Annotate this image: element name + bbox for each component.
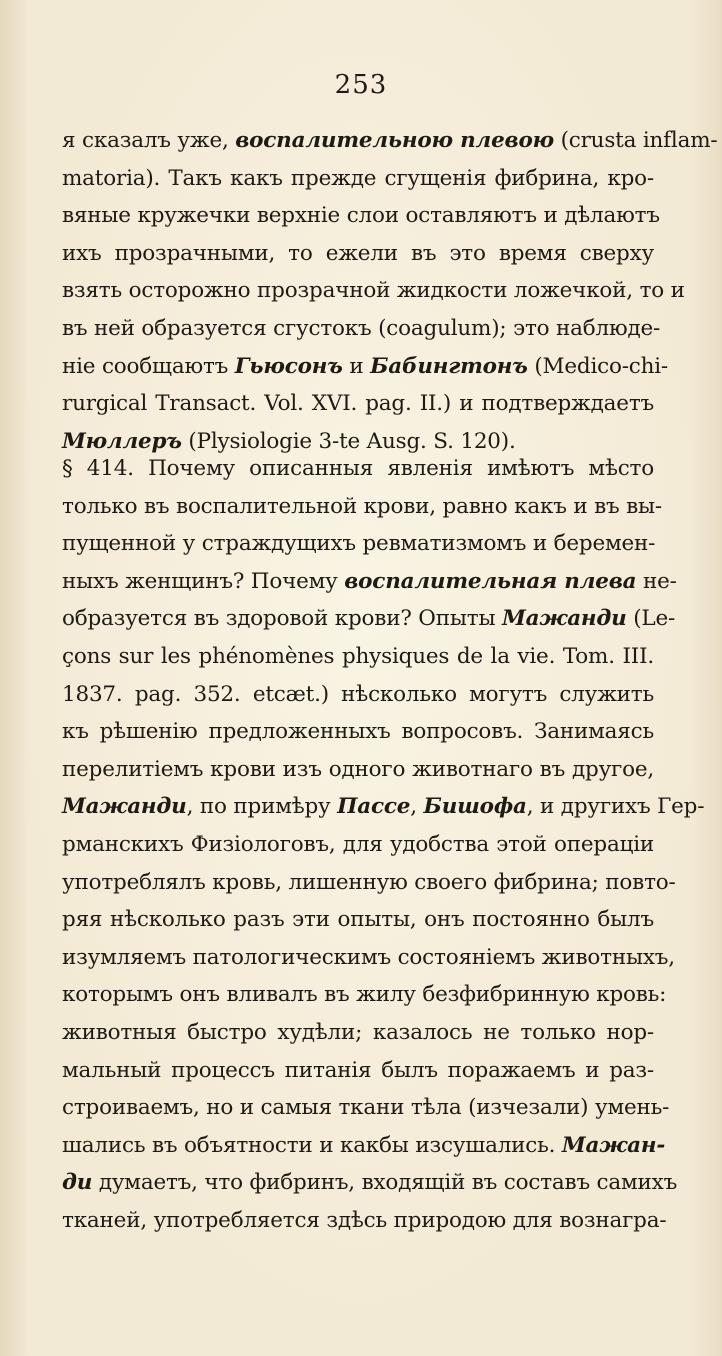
text-run: ніе сообщаютъ: [62, 353, 235, 379]
page-number: 253: [334, 70, 388, 100]
text-run: изумляемъ патологическимъ состояніемъ животныхъ,: [62, 944, 675, 970]
text-run: (crusta inflam-: [553, 128, 718, 153]
text-line: [62, 122, 718, 160]
text-line: [62, 1089, 670, 1127]
text-line: [62, 450, 654, 488]
text-run: взять осторожно прозрачной жидкости ложечкой, то и: [62, 278, 685, 304]
text-run: пущенной у страждущихъ ревматизмомъ и беремен-: [62, 531, 656, 557]
italic-run: воспалительная плева: [344, 568, 637, 594]
text-line: [62, 160, 654, 198]
text-run: къ рѣшенію предложенныхъ вопросовъ. Занимаясь: [62, 719, 654, 745]
text-line: [62, 901, 654, 939]
text-run: перелитіемъ крови изъ одного животнаго въ другое,: [62, 756, 654, 782]
text-run: я сказалъ уже,: [62, 128, 236, 153]
text-run: тканей, употребляется здѣсь природою для вознагра-: [62, 1207, 667, 1233]
text-run: и: [342, 353, 371, 379]
text-run: , по примѣру: [186, 794, 338, 820]
text-run: ныхъ женщинъ? Почему: [62, 568, 345, 594]
text-run: животныя быстро худѣли; казалось не только нор-: [62, 1019, 654, 1045]
text-line: [62, 348, 668, 386]
text-line: [62, 751, 654, 789]
text-run: çons sur les phénomènes physiques de la vie. Tom. III.: [62, 643, 654, 669]
text-line: [62, 788, 705, 826]
italic-run: Мюллеръ: [62, 428, 182, 454]
text-run: ряя нѣсколько разъ эти опыты, онъ постоянно былъ: [62, 907, 654, 933]
text-run: matoria). Такъ какъ прежде сгущенія фибрина, кро-: [62, 165, 654, 191]
text-run: думаетъ, что фибринъ, входящій въ составъ самихъ: [92, 1170, 678, 1196]
text-line: [62, 826, 654, 864]
text-run: , и другихъ Гер-: [526, 794, 705, 820]
italic-run: ди: [62, 1170, 93, 1196]
text-run: мальный процессъ питанія былъ поражаемъ и раз-: [62, 1057, 654, 1083]
text-line: [62, 563, 677, 601]
text-line: [62, 272, 685, 310]
text-run: не-: [636, 568, 677, 594]
italic-run: Мажанди: [502, 606, 627, 632]
italic-run: Гьюсонъ: [234, 353, 343, 379]
paragraph-2: [62, 450, 705, 1239]
italic-run: Мажанди: [62, 794, 187, 820]
paragraph-1: [62, 122, 718, 460]
text-run: строиваемъ, но и самыя ткани тѣла (изчезали) умень-: [62, 1095, 670, 1121]
italic-run: Пассе: [337, 794, 411, 820]
text-run: вяные кружечки верхніе слои оставляютъ и дѣлаютъ: [62, 203, 660, 229]
text-line: [62, 197, 660, 235]
text-line: [62, 976, 667, 1014]
text-line: [62, 488, 662, 526]
italic-run: Бишофа: [423, 794, 527, 820]
text-run: § 414. Почему описанныя явленія имѣютъ мѣсто: [62, 456, 654, 481]
text-run: только въ воспалительной крови, равно какъ и въ вы-: [62, 493, 662, 519]
text-line: [62, 713, 654, 751]
text-line: [62, 1127, 666, 1165]
text-line: [62, 676, 654, 714]
text-run: (Medico-chi-: [527, 353, 668, 379]
text-line: [62, 600, 676, 638]
text-line: [62, 864, 676, 902]
text-run: образуется въ здоровой крови? Опыты: [62, 606, 502, 632]
text-run: рманскихъ Физіологовъ, для удобства этой операціи: [62, 831, 654, 857]
text-line: [62, 939, 675, 977]
text-run: шались въ объятности и какбы изсушались.: [62, 1132, 562, 1158]
text-line: [62, 525, 654, 563]
text-run: (Le-: [626, 606, 676, 632]
text-line: [62, 638, 654, 676]
text-run: ,: [410, 794, 424, 820]
text-line: [62, 1052, 654, 1090]
text-run: ихъ прозрачными, то ежели въ это время сверху: [62, 240, 654, 266]
text-line: [62, 1014, 654, 1052]
text-line: [62, 385, 654, 423]
text-run: которымъ онъ вливалъ въ жилу безфибринную кровь:: [62, 982, 667, 1008]
text-line: [62, 1164, 678, 1202]
text-run: въ ней образуется сгустокъ (coagulum); это наблюде-: [62, 315, 661, 341]
text-run: употреблялъ кровь, лишенную своего фибрина; повто-: [62, 869, 676, 895]
italic-run: воспалительною плевою: [235, 128, 554, 153]
italic-run: Бабингтонъ: [370, 353, 528, 379]
italic-run: Мажан-: [561, 1132, 666, 1158]
text-run: (Plysiologie 3-te Ausg. S. 120).: [181, 428, 516, 454]
text-line: [62, 235, 654, 273]
text-line: [62, 310, 661, 348]
text-run: 1837. pag. 352. etcæt.) нѣсколько могутъ служить: [62, 681, 654, 707]
text-run: rurgical Transact. Vol. XVI. pag. II.) и подтверждаетъ: [62, 391, 654, 417]
text-line: [62, 1202, 667, 1240]
